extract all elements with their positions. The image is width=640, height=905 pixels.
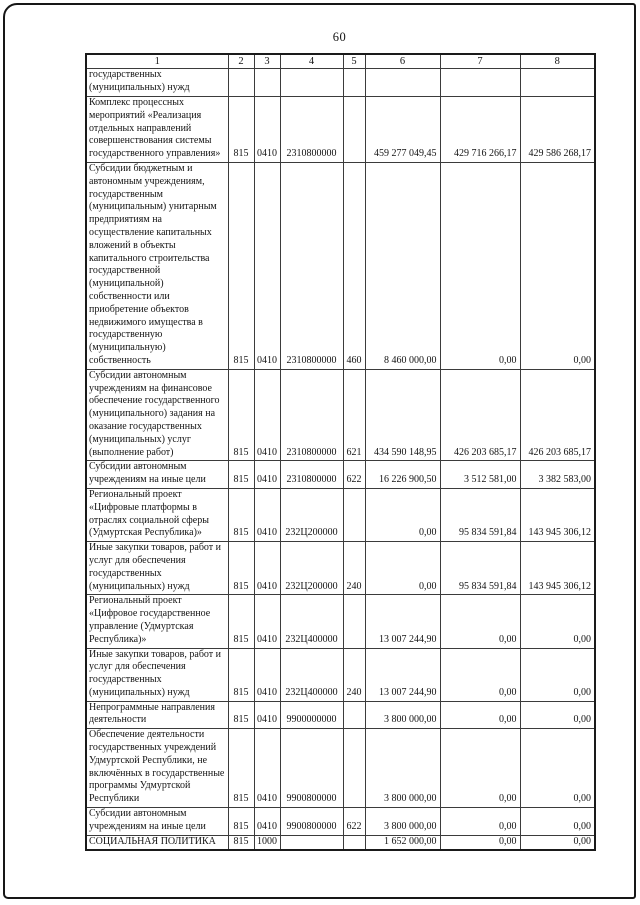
target-article-code-cell: 2310800000 <box>280 97 343 163</box>
column-header-4: 4 <box>280 54 343 69</box>
column-header-6: 6 <box>365 54 440 69</box>
section-code-cell: 1000 <box>254 835 280 850</box>
target-article-code-cell: 232Ц400000 <box>280 648 343 701</box>
expense-type-code-cell: 240 <box>343 648 365 701</box>
column-header-7: 7 <box>440 54 520 69</box>
section-code-cell: 0410 <box>254 461 280 489</box>
column-header-5: 5 <box>343 54 365 69</box>
section-code-cell <box>254 69 280 97</box>
amount-col8-cell <box>520 69 595 97</box>
amount-col8-cell: 426 203 685,17 <box>520 369 595 461</box>
row-title-cell: СОЦИАЛЬНАЯ ПОЛИТИКА <box>86 835 228 850</box>
expense-type-code-cell <box>343 729 365 808</box>
amount-col6-cell: 13 007 244,90 <box>365 648 440 701</box>
section-code-cell: 0410 <box>254 369 280 461</box>
amount-col8-cell: 143 945 306,12 <box>520 542 595 595</box>
section-code-cell: 0410 <box>254 729 280 808</box>
expense-type-code-cell: 622 <box>343 808 365 836</box>
target-article-code-cell: 2310800000 <box>280 369 343 461</box>
grbs-code-cell: 815 <box>228 808 254 836</box>
amount-col7-cell: 0,00 <box>440 648 520 701</box>
section-code-cell: 0410 <box>254 542 280 595</box>
table-row <box>86 69 595 97</box>
section-code-cell: 0410 <box>254 701 280 729</box>
grbs-code-cell: 815 <box>228 542 254 595</box>
table-row <box>86 701 595 729</box>
table-row <box>86 729 595 808</box>
row-title-cell: Иные закупки товаров, работ и услуг для обеспечения государственных (муниципальных) нужд <box>86 542 228 595</box>
amount-col8-cell: 0,00 <box>520 163 595 370</box>
row-title-cell: Субсидии бюджетным и автономным учреждениям, государственным (муниципальным) унитарным предприятиям на осуществление капитальных вложений в объекты капитального строительства государственной (муниципальной) собственности или приобретение объектов недвижимого имущества в государственную (муниципальную) собственность <box>86 163 228 370</box>
column-header-3: 3 <box>254 54 280 69</box>
row-title-cell: Субсидии автономным учреждениям на иные цели <box>86 808 228 836</box>
target-article-code-cell: 9900800000 <box>280 729 343 808</box>
column-header-8: 8 <box>520 54 595 69</box>
table-row <box>86 542 595 595</box>
table-header-row <box>86 54 595 69</box>
grbs-code-cell: 815 <box>228 835 254 850</box>
section-code-cell: 0410 <box>254 488 280 541</box>
target-article-code-cell: 2310800000 <box>280 163 343 370</box>
amount-col8-cell: 0,00 <box>520 729 595 808</box>
amount-col8-cell: 143 945 306,12 <box>520 488 595 541</box>
amount-col6-cell: 434 590 148,95 <box>365 369 440 461</box>
amount-col6-cell: 3 800 000,00 <box>365 701 440 729</box>
grbs-code-cell: 815 <box>228 595 254 648</box>
row-title-cell: Субсидии автономным учреждениям на иные цели <box>86 461 228 489</box>
page-number: 60 <box>332 30 347 44</box>
row-title-cell: Иные закупки товаров, работ и услуг для обеспечения государственных (муниципальных) нужд <box>86 648 228 701</box>
table-row <box>86 97 595 163</box>
table-row <box>86 808 595 836</box>
amount-col6-cell: 13 007 244,90 <box>365 595 440 648</box>
expense-type-code-cell <box>343 97 365 163</box>
row-title-cell: Региональный проект «Цифровые платформы в отраслях социальной сферы (Удмуртская Республика)» <box>86 488 228 541</box>
expense-type-code-cell <box>343 835 365 850</box>
table-row <box>86 369 595 461</box>
amount-col7-cell: 0,00 <box>440 163 520 370</box>
amount-col6-cell: 459 277 049,45 <box>365 97 440 163</box>
column-header-2: 2 <box>228 54 254 69</box>
amount-col8-cell: 0,00 <box>520 648 595 701</box>
amount-col6-cell <box>365 69 440 97</box>
amount-col8-cell: 0,00 <box>520 808 595 836</box>
amount-col7-cell: 0,00 <box>440 729 520 808</box>
grbs-code-cell: 815 <box>228 488 254 541</box>
section-code-cell: 0410 <box>254 97 280 163</box>
column-header-1: 1 <box>86 54 228 69</box>
amount-col8-cell: 3 382 583,00 <box>520 461 595 489</box>
row-title-cell: Обеспечение деятельности государственных учреждений Удмуртской Республики, не включённых в государственные программы Удмуртской Республики <box>86 729 228 808</box>
table-row <box>86 835 595 850</box>
amount-col7-cell: 95 834 591,84 <box>440 488 520 541</box>
amount-col7-cell: 3 512 581,00 <box>440 461 520 489</box>
expense-type-code-cell <box>343 595 365 648</box>
grbs-code-cell <box>228 69 254 97</box>
expense-type-code-cell: 621 <box>343 369 365 461</box>
table-row <box>86 648 595 701</box>
section-code-cell: 0410 <box>254 595 280 648</box>
table-row <box>86 595 595 648</box>
grbs-code-cell: 815 <box>228 701 254 729</box>
target-article-code-cell: 2310800000 <box>280 461 343 489</box>
amount-col7-cell: 0,00 <box>440 835 520 850</box>
budget-allocations-table <box>85 53 596 851</box>
amount-col8-cell: 0,00 <box>520 595 595 648</box>
target-article-code-cell: 232Ц200000 <box>280 488 343 541</box>
expense-type-code-cell: 240 <box>343 542 365 595</box>
target-article-code-cell <box>280 835 343 850</box>
target-article-code-cell: 9900800000 <box>280 808 343 836</box>
amount-col8-cell: 0,00 <box>520 701 595 729</box>
amount-col7-cell: 95 834 591,84 <box>440 542 520 595</box>
expense-type-code-cell: 622 <box>343 461 365 489</box>
grbs-code-cell: 815 <box>228 369 254 461</box>
section-code-cell: 0410 <box>254 163 280 370</box>
target-article-code-cell: 232Ц400000 <box>280 595 343 648</box>
section-code-cell: 0410 <box>254 808 280 836</box>
amount-col7-cell: 0,00 <box>440 701 520 729</box>
amount-col8-cell: 0,00 <box>520 835 595 850</box>
amount-col7-cell: 429 716 266,17 <box>440 97 520 163</box>
grbs-code-cell: 815 <box>228 97 254 163</box>
amount-col6-cell: 3 800 000,00 <box>365 808 440 836</box>
amount-col7-cell <box>440 69 520 97</box>
expense-type-code-cell <box>343 701 365 729</box>
expense-type-code-cell <box>343 488 365 541</box>
row-title-cell: государственных (муниципальных) нужд <box>86 69 228 97</box>
amount-col8-cell: 429 586 268,17 <box>520 97 595 163</box>
target-article-code-cell <box>280 69 343 97</box>
amount-col6-cell: 1 652 000,00 <box>365 835 440 850</box>
grbs-code-cell: 815 <box>228 163 254 370</box>
grbs-code-cell: 815 <box>228 461 254 489</box>
row-title-cell: Региональный проект «Цифровое государственное управление (Удмуртская Республика)» <box>86 595 228 648</box>
amount-col6-cell: 0,00 <box>365 542 440 595</box>
section-code-cell: 0410 <box>254 648 280 701</box>
grbs-code-cell: 815 <box>228 729 254 808</box>
amount-col7-cell: 426 203 685,17 <box>440 369 520 461</box>
table-row <box>86 488 595 541</box>
row-title-cell: Субсидии автономным учреждениям на финансовое обеспечение государственного (муниципального) задания на оказание государственных (муниципальных) услуг (выполнение работ) <box>86 369 228 461</box>
amount-col6-cell: 3 800 000,00 <box>365 729 440 808</box>
target-article-code-cell: 232Ц200000 <box>280 542 343 595</box>
row-title-cell: Непрограммные направления деятельности <box>86 701 228 729</box>
table-row <box>86 163 595 370</box>
amount-col6-cell: 0,00 <box>365 488 440 541</box>
table-row <box>86 461 595 489</box>
amount-col6-cell: 8 460 000,00 <box>365 163 440 370</box>
amount-col7-cell: 0,00 <box>440 595 520 648</box>
expense-type-code-cell <box>343 69 365 97</box>
page-content <box>85 30 594 851</box>
amount-col7-cell: 0,00 <box>440 808 520 836</box>
target-article-code-cell: 9900000000 <box>280 701 343 729</box>
grbs-code-cell: 815 <box>228 648 254 701</box>
row-title-cell: Комплекс процессных мероприятий «Реализация отдельных направлений совершенствования системы государственного управления» <box>86 97 228 163</box>
expense-type-code-cell: 460 <box>343 163 365 370</box>
amount-col6-cell: 16 226 900,50 <box>365 461 440 489</box>
